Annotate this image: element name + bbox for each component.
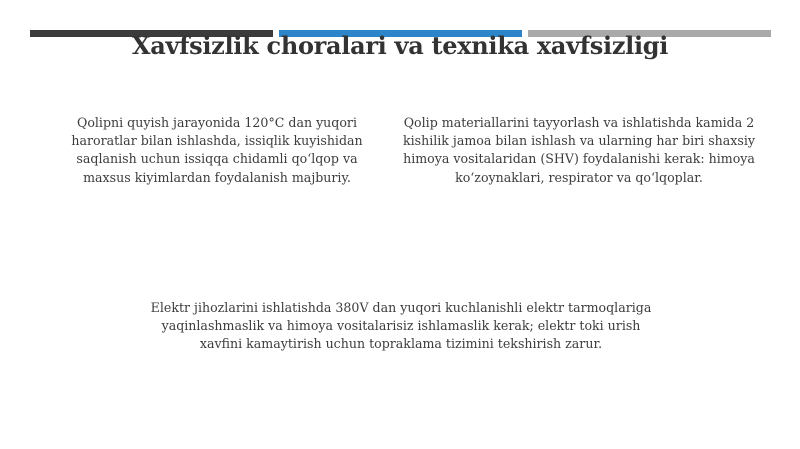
paragraph-material-safety: Qolip materiallarini tayyorlash va ishlatishda kamida 2 kishilik jamoa bilan ishlash va ularning har biri shaxsiy himoya vositalaridan (SHV) foydalanishi kerak: himoya koʻzoynaklari, respirator va qoʻlqoplar.	[402, 115, 756, 185]
slide-title: Xavfsizlik choralari va texnika xavfsizligi	[131, 31, 669, 60]
paragraph-electrical-safety: Elektr jihozlarini ishlatishda 380V dan yuqori kuchlanishli elektr tarmoqlariga yaqinlashmaslik va himoya vositalarisiz ishlamaslik kerak; elektr toki urish xavfini kamaytirish uchun topraklama tizimini tekshirish zarur.	[150, 300, 652, 352]
paragraph-heat-safety: Qolipni quyish jarayonida 120°C dan yuqori haroratlar bilan ishlashda, issiqlik kuyishidan saqlanish uchun issiqqa chidamli qoʻlqop va maxsus kiyimlardan foydalanish majburiy.	[71, 115, 363, 185]
